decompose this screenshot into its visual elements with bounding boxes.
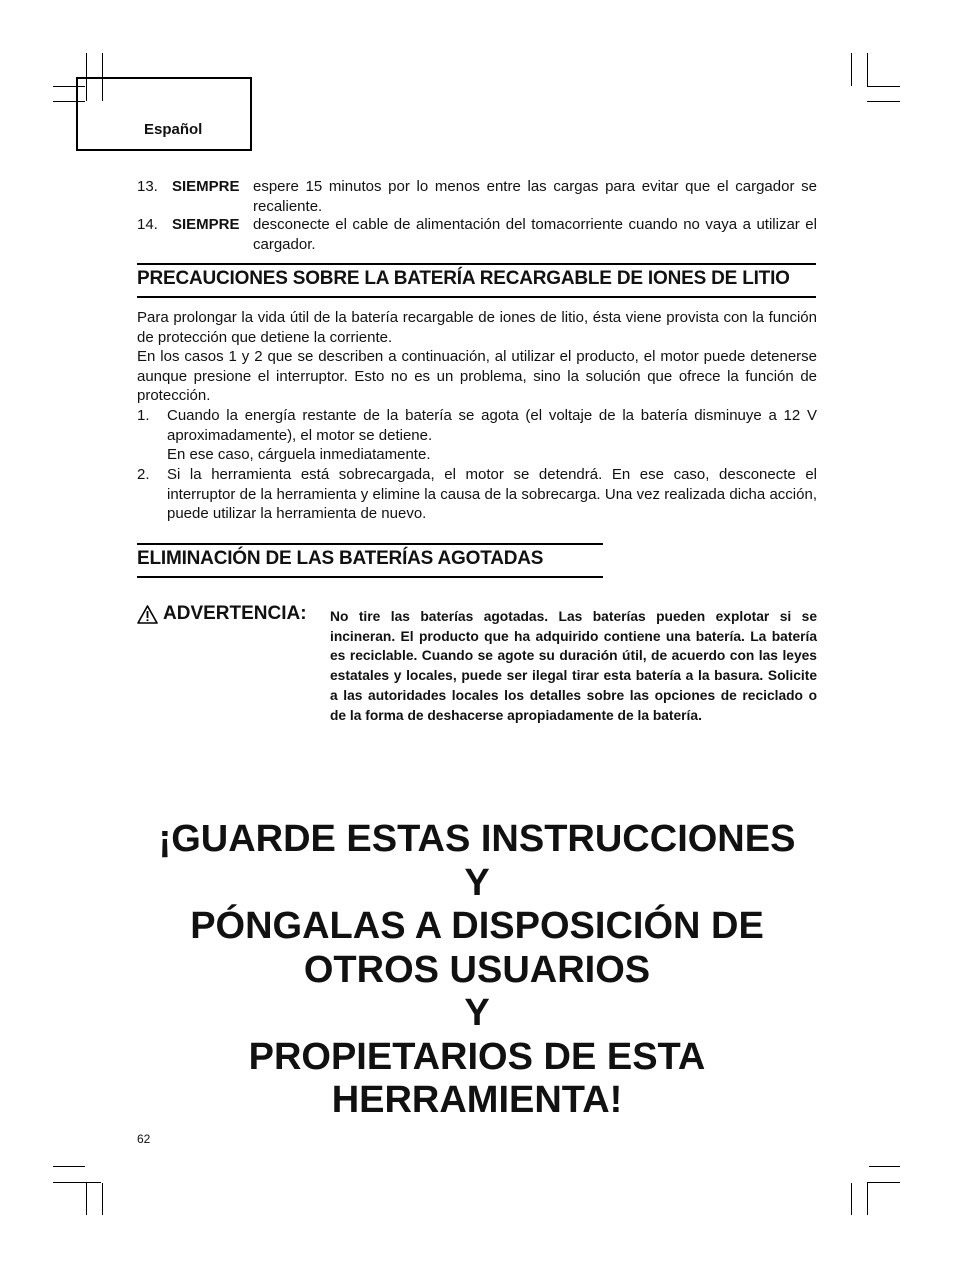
crop-mark <box>867 1183 868 1215</box>
item-number: 14. <box>137 216 158 233</box>
list-text: Cuando la energía restante de la batería se agota (el voltaje de la batería disminuye a 12 V aproximadamente), el motor se detiene. <box>167 407 817 444</box>
heading-rule-bottom <box>137 296 816 298</box>
warning-triangle-icon <box>137 605 158 624</box>
item-text: espere 15 minutos por lo menos entre las cargas para evitar que el cargador se recaliente. <box>253 178 817 215</box>
warning-text: No tire las baterías agotadas. Las baterías pueden explotar si se incineran. El producto que ha adquirido contiene una batería. La batería es reciclable. Cuando se agote su duración útil, de acuerdo con las leyes estatales y locales, puede ser ilegal tirar esta batería a la basura. Solicite a las autoridades locales los detalles sobre las opciones de reciclado o de la forma de deshacerse apropiadamente de la batería. <box>330 609 817 723</box>
paragraph: Para prolongar la vida útil de la batería recargable de iones de litio, ésta viene provista con la función de protección que detiene la corriente. <box>137 309 817 346</box>
heading-rule-top <box>137 263 816 265</box>
crop-mark <box>53 1166 85 1167</box>
crop-mark <box>851 53 852 86</box>
warning-label <box>137 603 307 625</box>
closing-line: OTROS USUARIOS <box>303 948 651 991</box>
language-tab <box>76 77 252 151</box>
crop-mark <box>102 1183 103 1215</box>
item-keyword: SIEMPRE <box>172 178 240 195</box>
item-text: desconecte el cable de alimentación del tomacorriente cuando no vaya a utilizar el cargador. <box>253 216 817 253</box>
warning-label-text: ADVERTENCIA: <box>163 603 307 624</box>
heading-rule-top <box>137 543 603 545</box>
crop-mark <box>86 1183 87 1215</box>
closing-line: Y <box>464 992 490 1034</box>
list-item <box>137 465 817 524</box>
list-text: Si la herramienta está sobrecargada, el motor se detendrá. En ese caso, desconecte el interruptor de la herramienta y elimine la causa de la sobrecarga. Una vez realizada dicha acción, puede utilizar la herramienta de nuevo. <box>167 466 817 523</box>
item-keyword: SIEMPRE <box>172 216 240 233</box>
closing-line: HERRAMIENTA! <box>331 1079 623 1121</box>
closing-line: Y <box>464 861 490 904</box>
language-label: Español <box>144 121 203 138</box>
crop-mark <box>867 53 868 86</box>
item-number: 13. <box>137 178 158 195</box>
closing-line: PÓNGALAS A DISPOSICIÓN DE <box>190 905 764 947</box>
section-heading-battery-precautions: PRECAUCIONES SOBRE LA BATERÍA RECARGABLE DE IONES DE LITIO <box>137 268 790 289</box>
crop-mark <box>867 101 900 102</box>
section-heading-battery-disposal: ELIMINACIÓN DE LAS BATERÍAS AGOTADAS <box>137 548 544 569</box>
closing-line: ¡GUARDE ESTAS INSTRUCCIONES <box>158 818 796 860</box>
closing-title <box>60 818 894 1123</box>
crop-mark <box>851 1183 852 1215</box>
heading-rule-bottom <box>137 576 603 578</box>
crop-mark <box>867 1182 900 1183</box>
closing-line: PROPIETARIOS DE ESTA <box>248 1035 706 1078</box>
crop-mark <box>867 86 900 87</box>
list-number: 1. <box>137 407 150 424</box>
instruction-item <box>137 215 817 254</box>
list-extra-text: En ese caso, cárguela inmediatamente. <box>167 446 431 464</box>
list-number: 2. <box>137 466 150 483</box>
crop-mark <box>869 1166 900 1167</box>
crop-mark <box>53 1182 101 1183</box>
page-number: 62 <box>137 1132 151 1146</box>
list-item <box>137 406 817 465</box>
paragraph: En los casos 1 y 2 que se describen a continuación, al utilizar el producto, el motor puede detenerse aunque presione el interruptor. Esto no es un problema, sino la solución que ofrece la función de protección. <box>137 348 817 405</box>
instruction-item <box>137 177 817 216</box>
